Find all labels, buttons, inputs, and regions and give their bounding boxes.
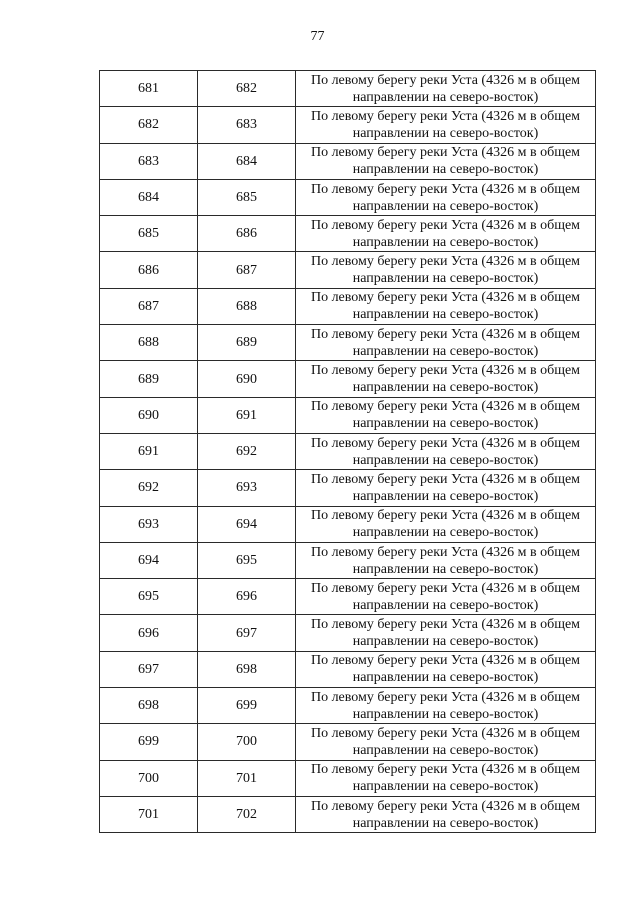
description-line-2: направлении на северо-восток)	[352, 452, 539, 468]
description-line-2: направлении на северо-восток)	[352, 488, 539, 504]
description-line-2: направлении на северо-восток)	[352, 234, 539, 250]
point-to-cell: 701	[198, 760, 296, 796]
table-row	[100, 688, 596, 724]
description-line-1: По левому берегу реки Уста (4326 м в общем	[310, 580, 581, 596]
description-line-1: По левому берегу реки Уста (4326 м в общем	[310, 471, 581, 487]
point-to-cell: 684	[198, 143, 296, 179]
description-line-2: направлении на северо-восток)	[352, 307, 539, 323]
table-row	[100, 433, 596, 469]
table-row	[100, 288, 596, 324]
description-line-2: направлении на северо-восток)	[352, 271, 539, 287]
description-line-2: направлении на северо-восток)	[352, 162, 539, 178]
point-from-cell: 697	[100, 651, 198, 687]
description-line-2: направлении на северо-восток)	[352, 742, 539, 758]
description-line-1: По левому берегу реки Уста (4326 м в общем	[310, 435, 581, 451]
description-line-1: По левому берегу реки Уста (4326 м в общем	[310, 617, 581, 633]
point-to-cell: 699	[198, 688, 296, 724]
boundary-description-cell	[296, 579, 596, 615]
point-from-cell: 696	[100, 615, 198, 651]
boundary-description-cell	[296, 397, 596, 433]
point-from-cell: 701	[100, 796, 198, 832]
boundary-description-cell	[296, 288, 596, 324]
table-row	[100, 143, 596, 179]
boundary-table-body	[100, 71, 596, 833]
table-row	[100, 361, 596, 397]
description-line-1: По левому берегу реки Уста (4326 м в общем	[310, 725, 581, 741]
table-row	[100, 651, 596, 687]
point-from-cell: 687	[100, 288, 198, 324]
description-line-1: По левому берегу реки Уста (4326 м в общем	[310, 508, 581, 524]
description-line-2: направлении на северо-восток)	[352, 815, 539, 831]
point-from-cell: 689	[100, 361, 198, 397]
description-line-1: По левому берегу реки Уста (4326 м в общем	[310, 544, 581, 560]
point-from-cell: 683	[100, 143, 198, 179]
description-line-2: направлении на северо-восток)	[352, 125, 539, 141]
description-line-1: По левому берегу реки Уста (4326 м в общем	[310, 254, 581, 270]
point-from-cell: 699	[100, 724, 198, 760]
description-line-1: По левому берегу реки Уста (4326 м в общем	[310, 181, 581, 197]
description-line-2: направлении на северо-восток)	[352, 634, 539, 650]
boundary-description-cell	[296, 542, 596, 578]
description-line-2: направлении на северо-восток)	[352, 416, 539, 432]
point-from-cell: 686	[100, 252, 198, 288]
boundary-description-cell	[296, 796, 596, 832]
boundary-description-cell	[296, 361, 596, 397]
table-row	[100, 107, 596, 143]
point-from-cell: 690	[100, 397, 198, 433]
point-to-cell: 700	[198, 724, 296, 760]
description-line-2: направлении на северо-восток)	[352, 343, 539, 359]
description-line-1: По левому берегу реки Уста (4326 м в общем	[310, 689, 581, 705]
point-to-cell: 689	[198, 325, 296, 361]
point-from-cell: 694	[100, 542, 198, 578]
table-row	[100, 470, 596, 506]
point-to-cell: 695	[198, 542, 296, 578]
boundary-description-cell	[296, 433, 596, 469]
point-to-cell: 687	[198, 252, 296, 288]
table-row	[100, 506, 596, 542]
table-row	[100, 542, 596, 578]
point-to-cell: 685	[198, 179, 296, 215]
table-row	[100, 71, 596, 107]
point-to-cell: 683	[198, 107, 296, 143]
table-row	[100, 796, 596, 832]
point-to-cell: 690	[198, 361, 296, 397]
description-line-2: направлении на северо-восток)	[352, 525, 539, 541]
point-from-cell: 682	[100, 107, 198, 143]
boundary-description-cell	[296, 760, 596, 796]
table-row	[100, 252, 596, 288]
table-row	[100, 216, 596, 252]
description-line-2: направлении на северо-восток)	[352, 380, 539, 396]
point-from-cell: 695	[100, 579, 198, 615]
description-line-2: направлении на северо-восток)	[352, 561, 539, 577]
point-to-cell: 691	[198, 397, 296, 433]
description-line-1: По левому берегу реки Уста (4326 м в общем	[310, 290, 581, 306]
description-line-2: направлении на северо-восток)	[352, 597, 539, 613]
boundary-description-cell	[296, 143, 596, 179]
point-from-cell: 692	[100, 470, 198, 506]
boundary-description-cell	[296, 688, 596, 724]
description-line-1: По левому берегу реки Уста (4326 м в общем	[310, 762, 581, 778]
boundary-description-cell	[296, 615, 596, 651]
description-line-1: По левому берегу реки Уста (4326 м в общем	[310, 72, 581, 88]
table-row	[100, 397, 596, 433]
point-to-cell: 694	[198, 506, 296, 542]
description-line-1: По левому берегу реки Уста (4326 м в общем	[310, 145, 581, 161]
point-to-cell: 702	[198, 796, 296, 832]
boundary-table	[99, 70, 596, 833]
point-from-cell: 698	[100, 688, 198, 724]
point-to-cell: 682	[198, 71, 296, 107]
point-from-cell: 688	[100, 325, 198, 361]
description-line-1: По левому берегу реки Уста (4326 м в общем	[310, 108, 581, 124]
point-to-cell: 692	[198, 433, 296, 469]
boundary-description-cell	[296, 179, 596, 215]
boundary-description-cell	[296, 470, 596, 506]
page-number: 77	[310, 29, 325, 44]
boundary-description-cell	[296, 506, 596, 542]
boundary-description-cell	[296, 724, 596, 760]
point-from-cell: 684	[100, 179, 198, 215]
point-from-cell: 700	[100, 760, 198, 796]
description-line-2: направлении на северо-восток)	[352, 89, 539, 105]
point-to-cell: 688	[198, 288, 296, 324]
description-line-2: направлении на северо-восток)	[352, 779, 539, 795]
table-row	[100, 724, 596, 760]
table-row	[100, 579, 596, 615]
boundary-description-cell	[296, 107, 596, 143]
point-from-cell: 685	[100, 216, 198, 252]
point-from-cell: 693	[100, 506, 198, 542]
point-to-cell: 696	[198, 579, 296, 615]
description-line-2: направлении на северо-восток)	[352, 670, 539, 686]
point-from-cell: 681	[100, 71, 198, 107]
description-line-2: направлении на северо-восток)	[352, 706, 539, 722]
description-line-1: По левому берегу реки Уста (4326 м в общем	[310, 399, 581, 415]
boundary-description-cell	[296, 216, 596, 252]
point-from-cell: 691	[100, 433, 198, 469]
table-row	[100, 615, 596, 651]
description-line-2: направлении на северо-восток)	[352, 198, 539, 214]
description-line-1: По левому берегу реки Уста (4326 м в общем	[310, 217, 581, 233]
table-row	[100, 760, 596, 796]
boundary-description-cell	[296, 651, 596, 687]
point-to-cell: 686	[198, 216, 296, 252]
boundary-description-cell	[296, 325, 596, 361]
table-row	[100, 179, 596, 215]
boundary-description-cell	[296, 71, 596, 107]
description-line-1: По левому берегу реки Уста (4326 м в общем	[310, 798, 581, 814]
description-line-1: По левому берегу реки Уста (4326 м в общем	[310, 653, 581, 669]
description-line-1: По левому берегу реки Уста (4326 м в общем	[310, 326, 581, 342]
boundary-description-cell	[296, 252, 596, 288]
point-to-cell: 693	[198, 470, 296, 506]
table-row	[100, 325, 596, 361]
point-to-cell: 697	[198, 615, 296, 651]
point-to-cell: 698	[198, 651, 296, 687]
description-line-1: По левому берегу реки Уста (4326 м в общем	[310, 363, 581, 379]
